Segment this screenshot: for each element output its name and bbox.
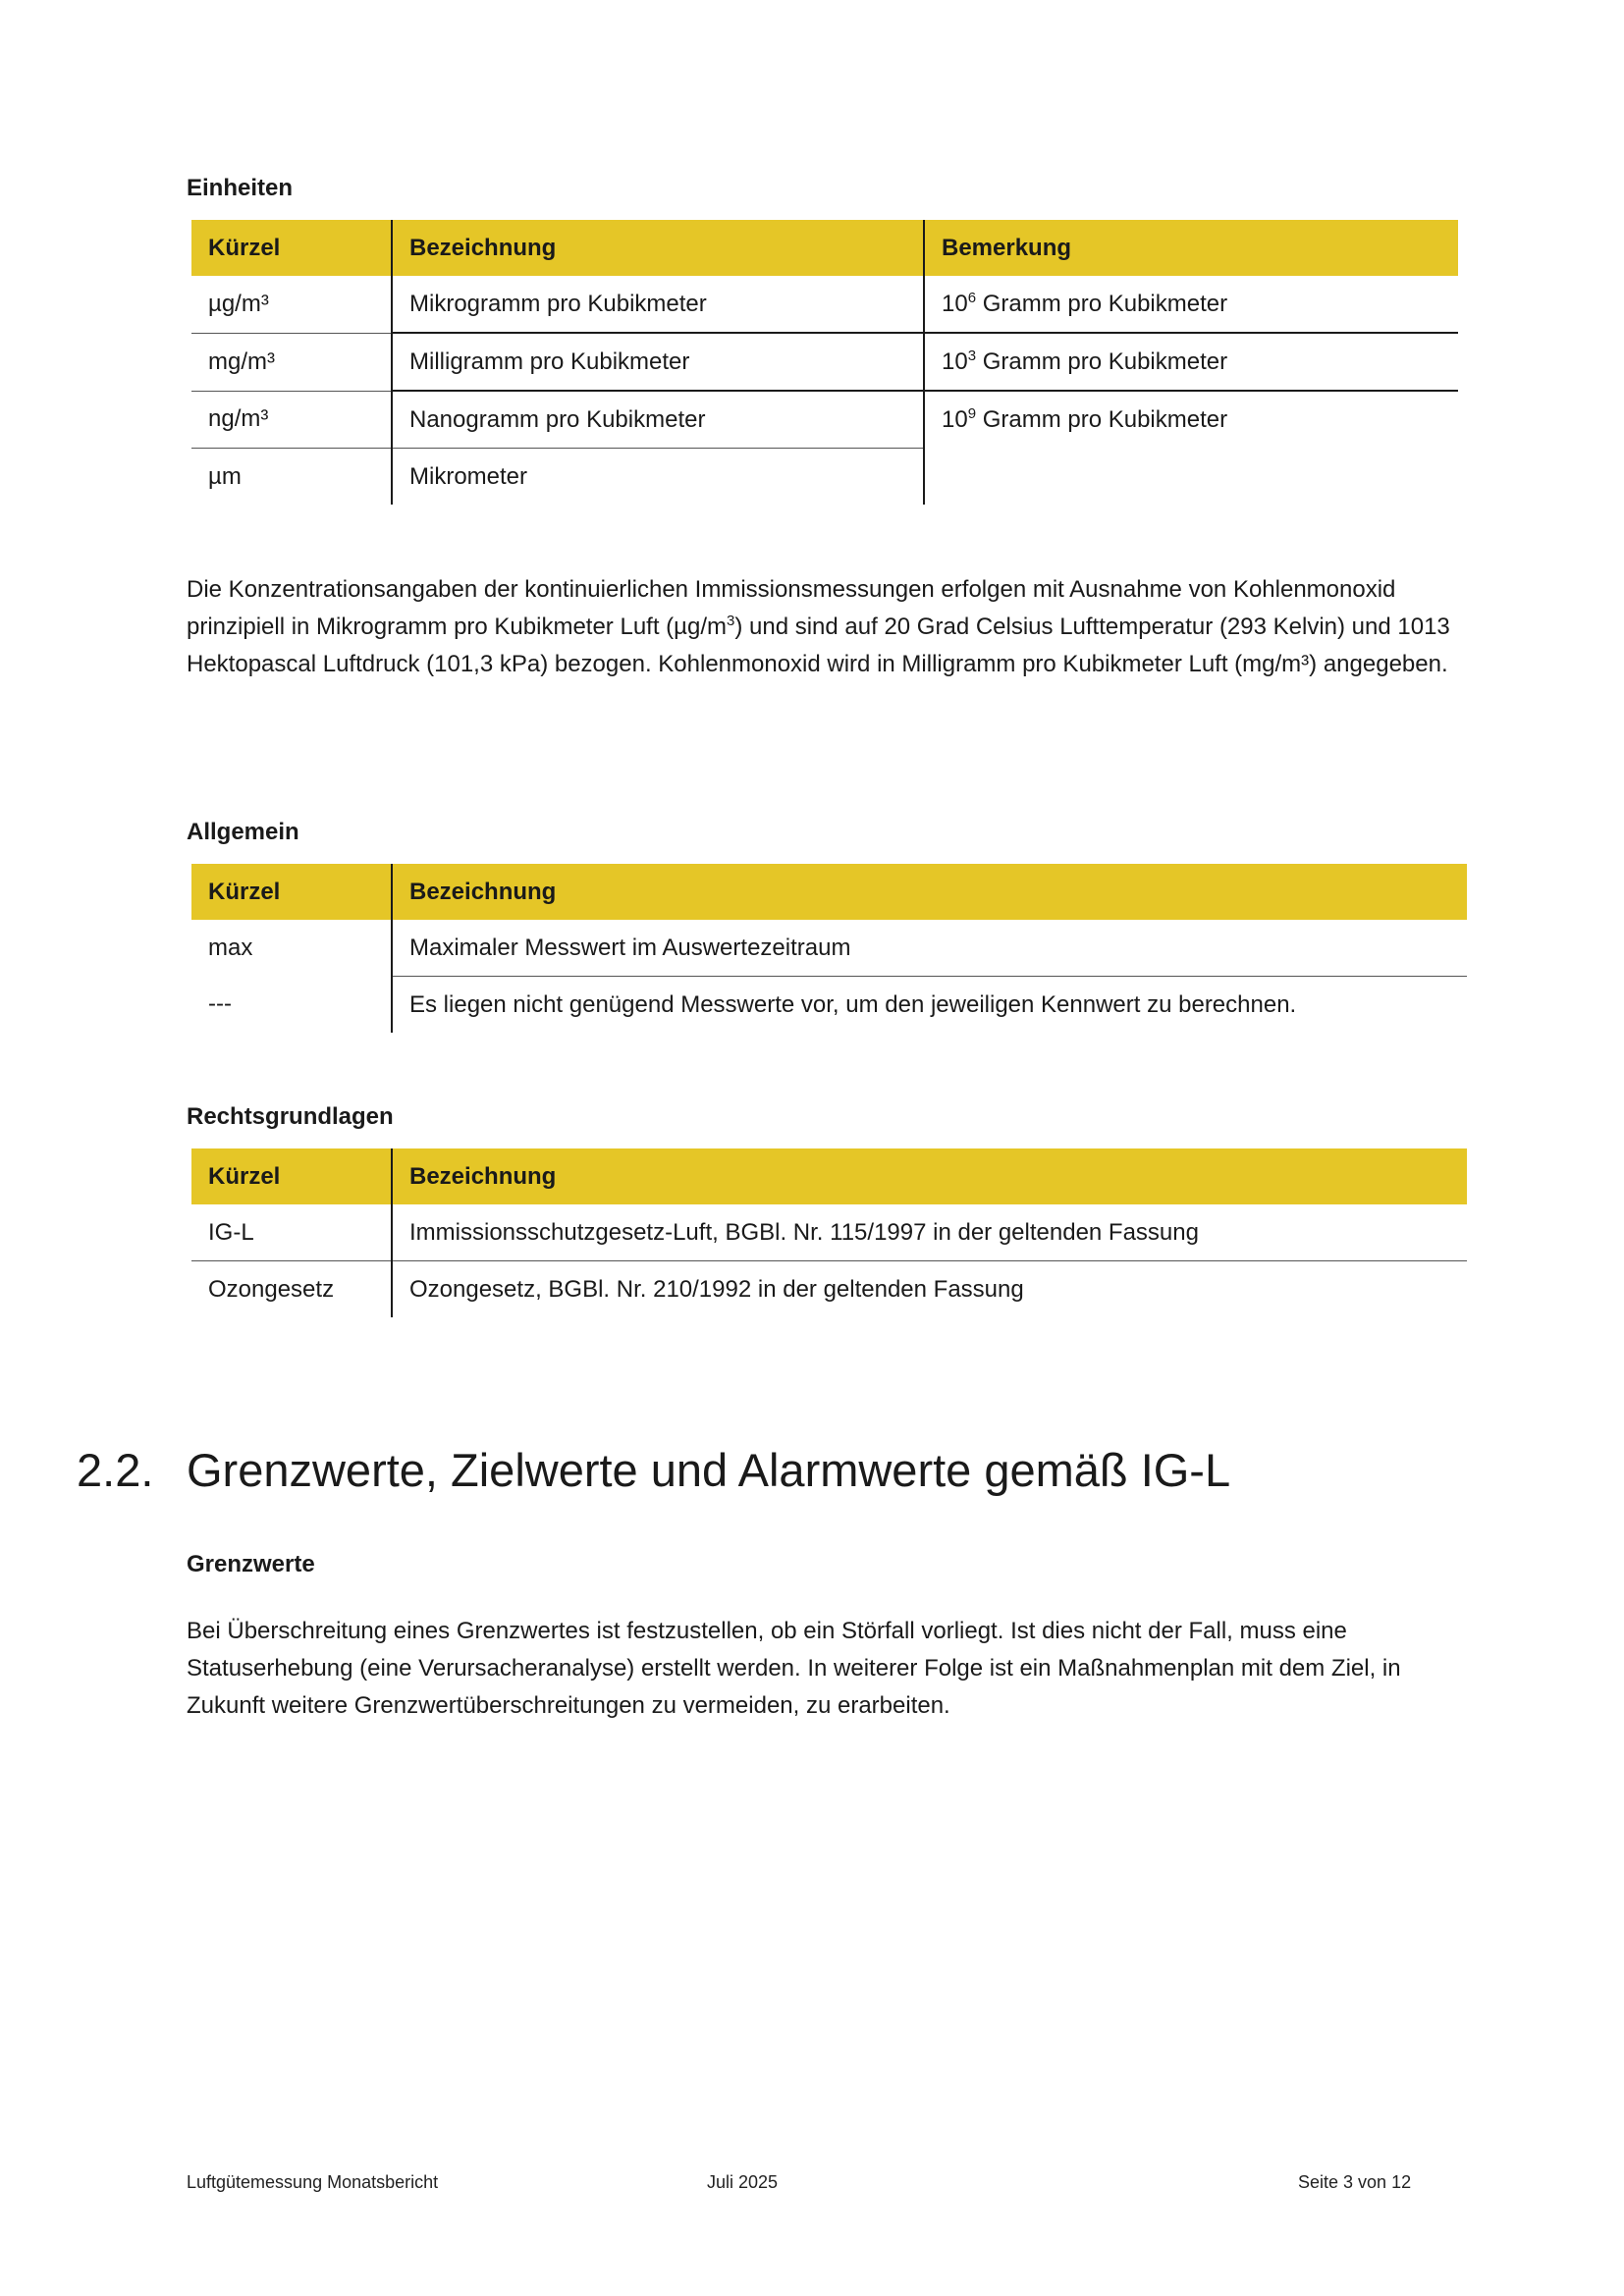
column-header-abbr: Kürzel bbox=[191, 220, 392, 276]
column-header-name: Bezeichnung bbox=[392, 220, 924, 276]
abbr-cell: --- bbox=[191, 977, 392, 1034]
units-section-title: Einheiten bbox=[187, 175, 294, 201]
general-section-title: Allgemein bbox=[187, 819, 299, 845]
table-row bbox=[191, 391, 1458, 449]
table-row bbox=[191, 1261, 1467, 1318]
general-table bbox=[191, 864, 1467, 1033]
table-header-row bbox=[191, 864, 1467, 920]
units-paragraph: Die Konzentrationsangaben der kontinuierlichen Immissionsmessungen erfolgen mit Ausnahme von Kohlenmonoxid prinzipiell in Mikrogramm pro Kubikmeter Luft $(\mu g/m^3)$ und sind auf 20 Grad Celsius Lufttemperatur (293 Kelvin) und 1013 Hektopascal Luftdruck (101,3 kPa) bezogen. Kohlenmonoxid wird in Milligramm pro Kubikmeter Luft (mg/m³) angegeben. bbox=[187, 576, 1450, 677]
limits-section-title: Grenzwerte bbox=[187, 1551, 315, 1577]
column-header-abbr: Kürzel bbox=[191, 1148, 392, 1204]
abbr-cell: IG-L bbox=[191, 1204, 392, 1261]
chapter-title: Grenzwerte, Zielwerte und Alarmwerte gemäß IG-L bbox=[187, 1444, 1231, 1496]
column-header-name: Bezeichnung bbox=[392, 864, 1467, 920]
unit-abbr: µm bbox=[191, 449, 392, 506]
chapter-number: 2.2. bbox=[77, 1444, 154, 1496]
table-header-row bbox=[191, 1148, 1467, 1204]
unit-note: $10^3$ Gramm pro Kubikmeter bbox=[924, 333, 1458, 391]
unit-name: Nanogramm pro Kubikmeter bbox=[392, 391, 924, 449]
name-cell: Es liegen nicht genügend Messwerte vor, um den jeweiligen Kennwert zu berechnen. bbox=[392, 977, 1467, 1034]
unit-abbr: µg/m³ bbox=[191, 276, 392, 333]
column-header-note: Bemerkung bbox=[924, 220, 1458, 276]
table-row bbox=[191, 333, 1458, 391]
units-table bbox=[191, 220, 1458, 505]
unit-note: $10^6$ Gramm pro Kubikmeter bbox=[942, 289, 1228, 317]
table-row bbox=[191, 977, 1467, 1034]
column-header-name: Bezeichnung bbox=[392, 1148, 1467, 1204]
unit-abbr: ng/m³ bbox=[191, 391, 392, 449]
footer-left: Luftgütemessung Monatsbericht bbox=[187, 2172, 439, 2192]
table-row bbox=[191, 1204, 1467, 1261]
unit-note: $10^9$ Gramm pro Kubikmeter bbox=[924, 391, 1458, 449]
abbr-cell: Ozongesetz bbox=[191, 1261, 392, 1318]
unit-abbr: mg/m³ bbox=[191, 333, 392, 391]
name-cell: Ozongesetz, BGBl. Nr. 210/1992 in der geltenden Fassung bbox=[392, 1261, 1467, 1318]
name-cell: Immissionsschutzgesetz-Luft, BGBl. Nr. 115/1997 in der geltenden Fassung bbox=[409, 1218, 1199, 1246]
unit-name: Milligramm pro Kubikmeter bbox=[392, 333, 924, 391]
column-header-abbr: Kürzel bbox=[191, 864, 392, 920]
unit-note bbox=[924, 449, 1458, 506]
table-row bbox=[191, 449, 1458, 506]
legal-table bbox=[191, 1148, 1467, 1317]
abbr-cell: max bbox=[191, 920, 392, 977]
table-row bbox=[191, 920, 1467, 977]
table-header-row bbox=[191, 220, 1458, 276]
unit-name: Mikrometer bbox=[392, 449, 924, 506]
table-row bbox=[191, 276, 1458, 333]
footer-page-number: Seite 3 von 12 bbox=[1298, 2172, 1412, 2192]
unit-name: Mikrogramm pro Kubikmeter bbox=[392, 276, 924, 333]
footer-center: Juli 2025 bbox=[707, 2172, 779, 2192]
limits-paragraph: Bei Überschreitung eines Grenzwertes ist festzustellen, ob ein Störfall vorliegt. Ist dies nicht der Fall, muss eine Statuserhebung (eine Verursacheranalyse) erstellt werden. In weiterer Folge ist ein Maßnahmenplan mit dem Ziel, in Zukunft weitere Grenzwertüberschreitungen zu vermeiden, zu erarbeiten. bbox=[187, 1618, 1401, 1719]
legal-section-title: Rechtsgrundlagen bbox=[187, 1103, 394, 1130]
name-cell: Maximaler Messwert im Auswertezeitraum bbox=[409, 934, 851, 961]
